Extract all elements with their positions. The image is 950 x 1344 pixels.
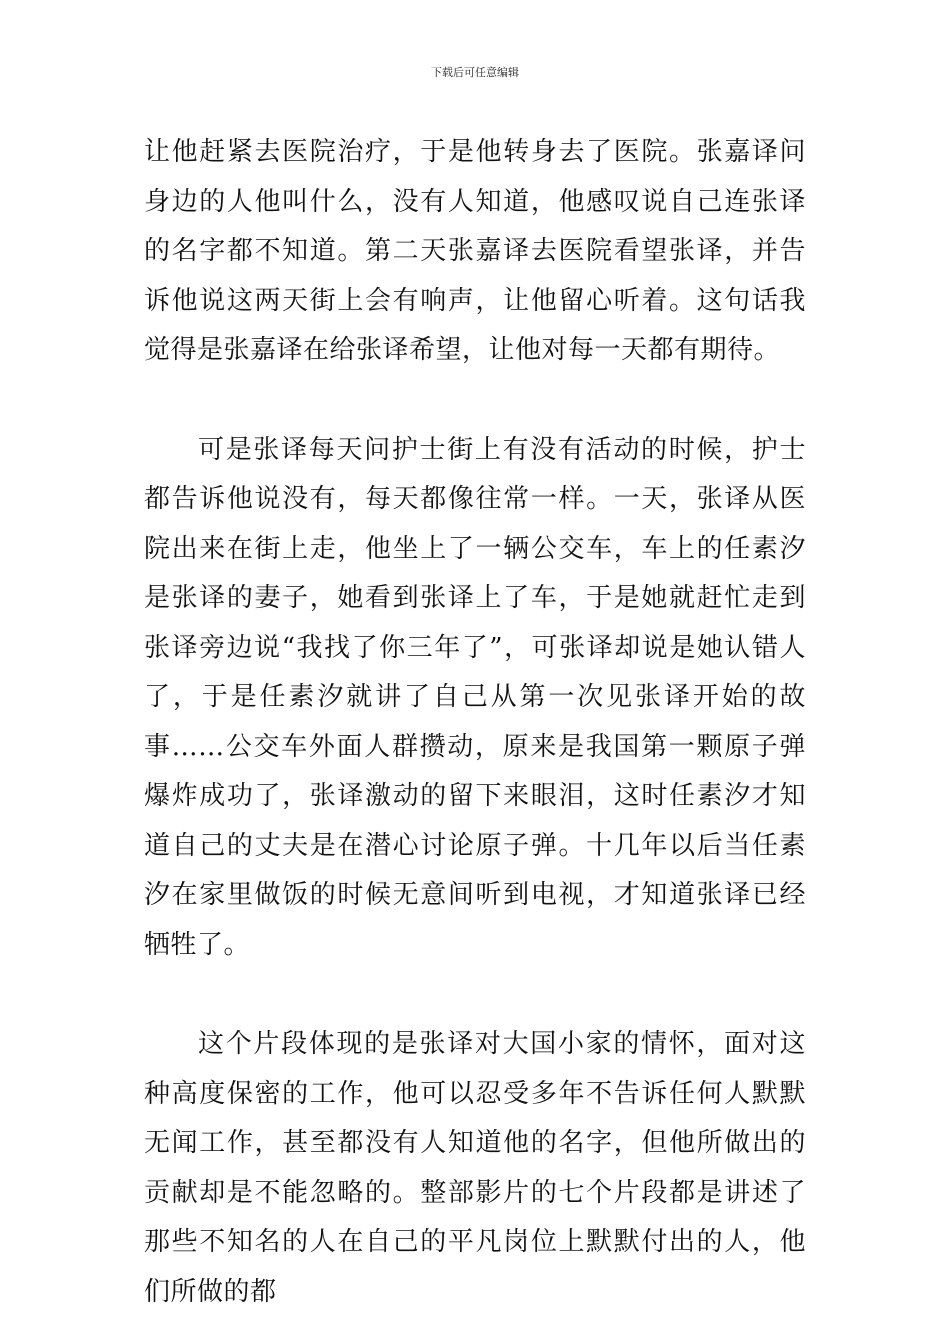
- document-body: [144, 128, 806, 1317]
- page-header: 下载后可任意编辑: [431, 66, 519, 79]
- paragraph-1: 让他赶紧去医院治疗，于是他转身去了医院。张嘉译问身边的人他叫什么，没有人知道，他感叹说自己连张译的名字都不知道。第二天张嘉译去医院看望张译，并告诉他说这两天街上会有响声，让他留心听着。这句话我觉得是张嘉译在给张译希望，让他对每一天都有期待。: [144, 137, 806, 365]
- paragraph-3: 这个片段体现的是张译对大国小家的情怀，面对这种高度保密的工作，他可以忍受多年不告诉任何人默默无闻工作，甚至都没有人知道他的名字，但他所做出的贡献却是不能忽略的。整部影片的七个片段都是讲述了那些不知名的人在自己的平凡岗位上默默付出的人，他们所做的都: [144, 1029, 806, 1307]
- paragraph-2: 可是张译每天问护士街上有没有活动的时候，护士都告诉他说没有，每天都像往常一样。一天，张译从医院出来在街上走，他坐上了一辆公交车，车上的任素汐是张译的妻子，她看到张译上了车，于是她就赶忙走到张译旁边说“我找了你三年了”，可张译却说是她认错人了，于是任素汐就讲了自己从第一次见张译开始的故事……公交车外面人群攒动，原来是我国第一颗原子弹爆炸成功了，张译激动的留下来眼泪，这时任素汐才知道自己的丈夫是在潜心讨论原子弹。十几年以后当任素汐在家里做饭的时候无意间听到电视，才知道张译已经牺牲了。: [144, 434, 806, 960]
